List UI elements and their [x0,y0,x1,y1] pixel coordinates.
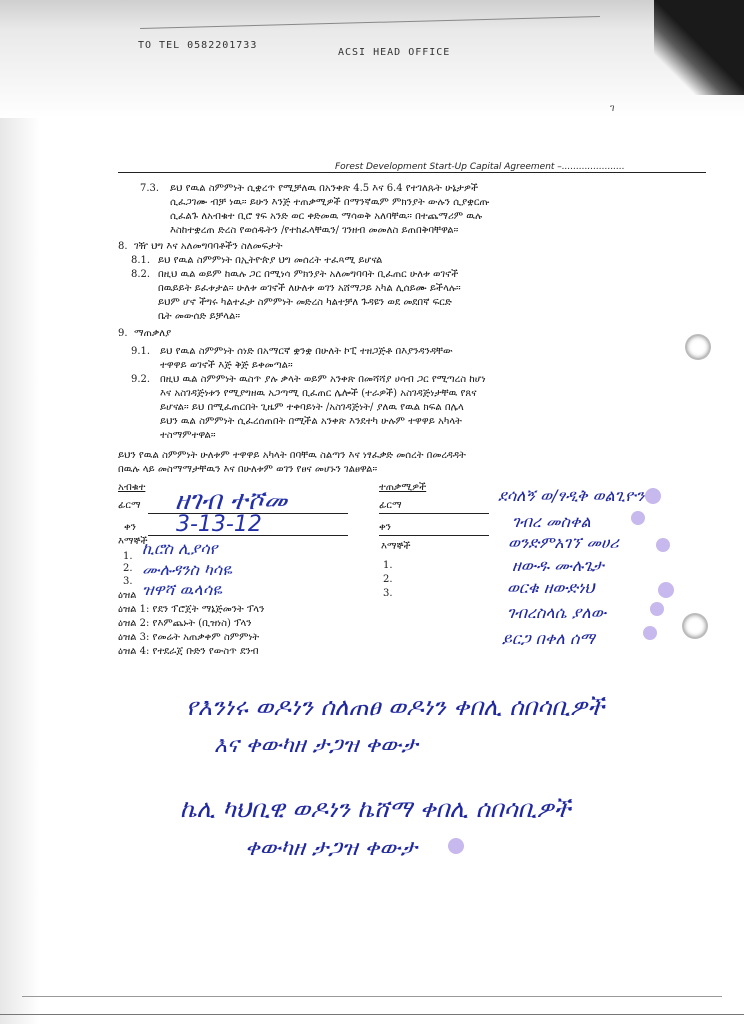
header-rule [118,172,706,173]
closing-line-1: ይህን የዉል ስምምነት ሁለቱም ተዋዋይ አካላት በባቸዉ ስልጣን እና ነፃፈቃድ መሰረት በመረዳዳት [118,450,466,461]
left-witness-hw-1: ኪሮስ ሊያሳየ [142,539,218,558]
clause-line: ገዥ ህግ እና አለመግባባቶችን ስለመፍታት [134,241,283,252]
left-witnesses-label: እማኞች [118,536,148,547]
clause-line: ቤት መውሰድ ይቻላል። [158,311,241,322]
folded-corner [654,0,744,95]
right-hw-2: ገብረ መስቀል [512,512,591,531]
left-heading: አብቁተ [118,482,146,493]
clause-number: 9. [118,328,128,339]
right-hw-1: ደሳለኝ ወ/ፃዲቅ ወልጊዮን [498,486,645,505]
punch-hole [684,615,706,637]
clause-line: በዚህ ዉል ስምምነት ዉስጥ ያሉ ቃላት ወይም አንቀጽ በመሻሻያ ሀሳብ ጋር የሚጣረስ ከሆነ [160,374,486,385]
left-date-hw: 3-13-12 [176,512,262,537]
right-heading: ተጠቃሚዎች [379,482,427,493]
closing-line-2: በዉሉ ላይ መስማማታቸዉን እና በሁለቱም ወገን የፀና መሆኑን ገልፀዋል። [118,464,378,475]
left-witness-2: 2. [123,563,133,574]
fax-number: TO TEL 0582201733 [138,40,258,51]
right-witness-1: 1. [383,560,393,571]
thumbprint-mark [656,538,670,552]
page-bottom-edge [22,996,722,997]
attachment-1: ዕዝል 1: የደን ፕሮጀት ማኔጅመንት ፕላን [118,604,265,615]
left-witness-3: 3. [123,576,133,587]
punch-hole [687,336,709,358]
fax-office: ACSI HEAD OFFICE [338,47,451,58]
clause-number: 9.1. [131,346,151,357]
clause-line: ይህ የዉል ስምምነት በኢትዮጵያ ህግ መሰረት ተፈጻሚ ይሆናል [158,255,383,266]
clause-line: ይሆናል። ይህ በሚፈጠርበት ጊዜም ተቀባይነት /አስገዳጅነት/ ያለዉ የዉል ክፍል በሌላ [160,402,464,413]
attachment-4: ዕዝል 4: የተደራጀ ቡድን የውስጥ ደንብ [118,646,259,657]
left-stamp-label: ዕዝል [118,590,137,601]
clause-number: 8.2. [131,269,151,280]
thumbprint-mark [643,626,657,640]
right-witness-3: 3. [383,588,393,599]
clause-number: 7.3. [140,183,160,194]
fax-header-band [0,0,744,118]
clause-number: 9.2. [131,374,151,385]
clause-line: ይህም ሆኖ ችግሩ ካልተፈታ ስምምነት መድረስ ካልተቻለ ጉዳዩን ወደ መደበኛ ፍርድ [158,297,452,308]
clause-line: ሲፈልጉ ለአብቁተ ቢሮ ፃፍ አንድ ወር ቀድመዉ ማሳወቅ አለባቸዉ። በተጨማሪም ዉሉ [170,211,483,222]
right-witness-2: 2. [383,574,393,585]
left-date-label: ቀን [124,522,136,533]
clause-number: 8. [118,241,128,252]
clause-line: ይህ የዉል ስምምነት ሲቋረጥ የሚቻለዉ በአንቀጽ 4.5 እና 6.4 የተገለጹት ሁኔታዎች [170,183,479,194]
right-hw-4: ዘውዱ ሙሉጌታ [512,556,604,575]
left-witness-hw-3: ዝዋሻ ዉላሳዬ [142,580,222,599]
right-hw-3: ወንድምአገኘ መሀሪ [508,533,619,552]
clause-line: ማጠቃለያ [134,328,172,339]
thumbprint-mark [650,602,664,616]
left-witness-hw-2: ሙሉዳንስ ካሳዬ [142,560,232,579]
handwritten-note-1: የእንነሩ ወዶነን ሰለጠፀ ወዶነን ቀበሊ ሰበሳቢዎች [186,693,605,721]
right-hw-7: ይርጋ በቀለ ሰማ [502,629,595,648]
right-signature-line [379,513,489,514]
clause-line: ይህን ዉል ስምምነት ሲፈረሰጠበት በሚችል አንቀጽ እንደተካ ሁሉም ተዋዋይ አካላት [160,416,462,427]
thumbprint-mark [448,838,464,854]
right-hw-5: ወርቁ ዘውድነህ [507,578,595,597]
right-hw-6: ገብረስላሴ ያለው [507,603,607,622]
thumbprint-mark [658,582,674,598]
doc-header-title: Forest Development Start-Up Capital Agreement –...................... [335,162,625,172]
left-signature-hw: ዘገብ ተሾመ [175,486,288,516]
clause-line: ሲፈጋገሙ ብቻ ነዉ። ይሁን እንጅ ተጠቃሚዎች በማንኛዉም ምክንያት ውሉን ሲያቋርጡ [170,197,490,208]
left-signature-label: ፊርማ [118,500,141,511]
attachment-2: ዕዝል 2: የእምጨኑት (ቢዝነስ) ፕላን [118,618,252,629]
right-date-label: ቀን [379,522,391,533]
clause-line: እና አስገዳጅነቱን የሚያግዘዉ አጋጣሚ ቢፈጠር ሌሎች (ተራዎች) አስገዳጅነታቸዉ የጸና [160,388,477,399]
fax-marker: ገ [610,103,615,114]
right-signature-label: ፊርማ [379,500,402,511]
right-date-line [379,535,489,536]
handwritten-note-4: ቀውካዘ ታጋዝ ቀውታ [245,836,418,861]
page-bottom-edge [0,1014,744,1015]
clause-line: እስከተቋረጠ ድረስ የወሰዱትን /የተከፈላቸዉን/ ገንዘብ መመለስ ይጠበቅባቸዋል። [170,225,459,236]
page-edge-shadow [0,0,40,1024]
left-witness-1: 1. [123,551,133,562]
handwritten-note-2: እና ቀውካዘ ታጋዝ ቀውታ [214,733,418,758]
clause-number: 8.1. [131,255,151,266]
right-witnesses-label: እማኞች [381,541,411,552]
attachment-3: ዕዝል 3: የመሬት አጠቃቀም ስምምነት [118,632,260,643]
thumbprint-mark [645,488,661,504]
clause-line: ተዋዋይ ወገኖች እጅ ቅጅ ይቀመጣል። [160,360,293,371]
clause-line: ይህ የዉል ስምምነት ሰነድ በአማርኛ ቋንቋ በሁለት ኮፒ ተዘጋጅቶ በእያንዳንዳቸው [160,346,453,357]
clause-line: በዉይይት ይፈቱታል። ሁለቱ ወገኖች ለሁለቱ ወገን አሸማጋይ አካል ሊሰይሙ ይችላሉ። [158,283,461,294]
thumbprint-mark [631,511,645,525]
clause-line: ተስማምተዋል። [160,430,216,441]
handwritten-note-3: ኬሊ ካህቢዊ ወዶነን ኬሸማ ቀበሊ ሰበሳቢዎች [180,795,571,823]
clause-line: በዚህ ዉል ወይም ከዉሉ ጋር በሚነሳ ምክንያት አለመግባባት ቢፈጠር ሁለቱ ወገኖች [158,269,459,280]
